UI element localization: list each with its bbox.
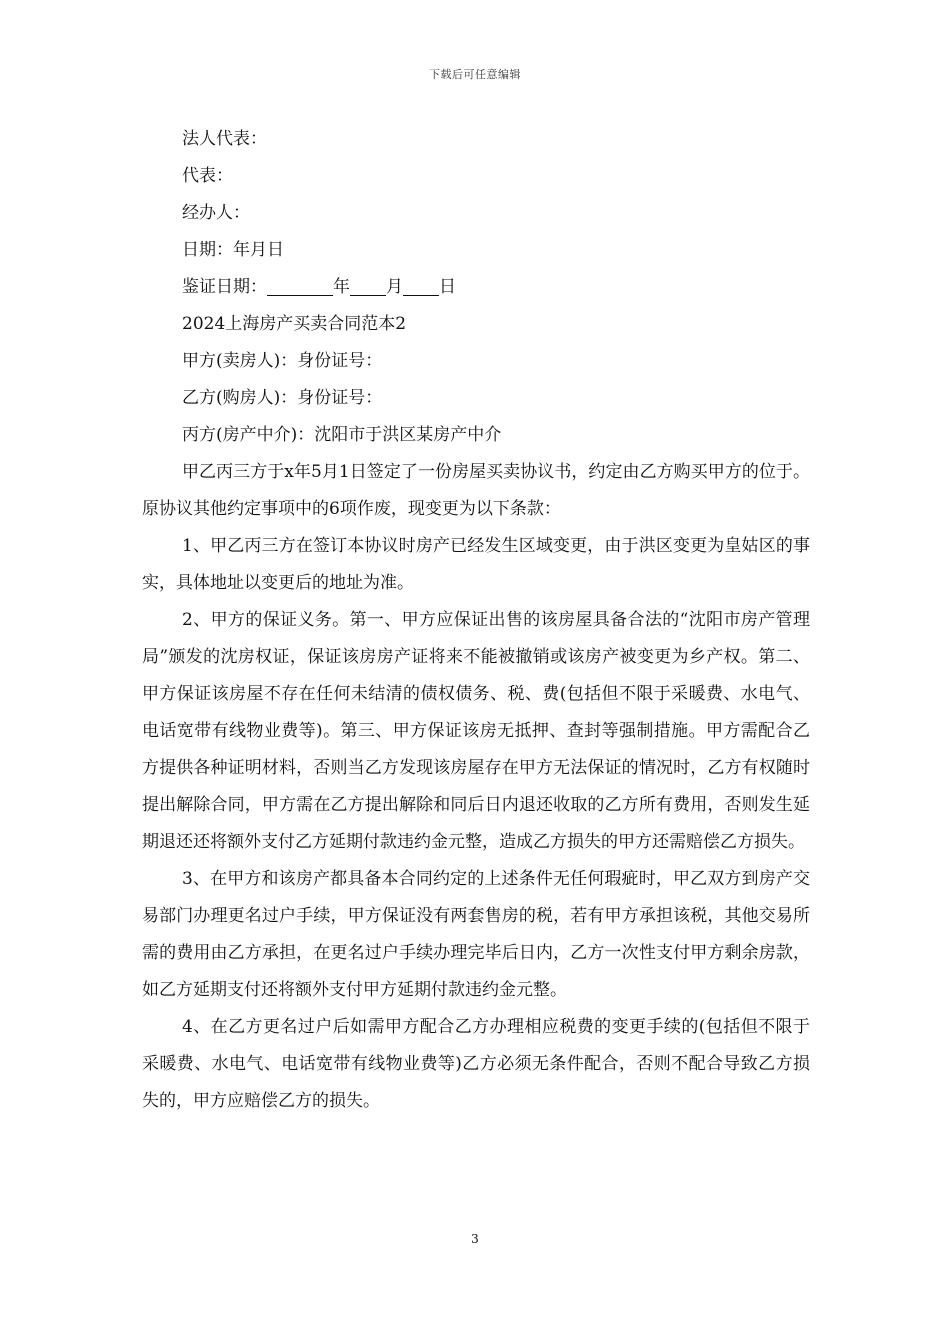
verify-day-label: 日	[439, 277, 456, 297]
verify-date-line	[142, 269, 810, 306]
party-a-line: 甲方(卖房人)：身份证号：	[182, 351, 383, 371]
date-line: 日期：年月日	[182, 240, 284, 260]
verify-month-label: 月	[386, 277, 403, 297]
year-blank	[267, 275, 333, 296]
paragraph-intro: 甲乙丙三方于x年5月1日签定了一份房屋买卖协议书，约定由乙方购买甲方的位于。原协议其他约定事项中的6项作废，现变更为以下条款：	[142, 462, 810, 519]
page-header: 下载后可任意编辑	[429, 68, 521, 81]
verify-year-label: 年	[333, 277, 350, 297]
contract-title: 2024上海房产买卖合同范本2	[182, 314, 407, 334]
verify-date-label: 鉴证日期：	[182, 277, 267, 297]
party-b-line: 乙方(购房人)：身份证号：	[182, 388, 383, 408]
paragraph-clause-2: 2、甲方的保证义务。第一、甲方应保证出售的该房屋具备合法的“沈阳市房产管理局”颁发的沈房权证，保证该房房产证将来不能被撤销或该房产被变更为乡产权。第二、甲方保证该房屋不存在任何未结清的债权债务、税、费(包括但不限于采暖费、水电气、电话宽带有线物业费等)。第三、甲方保证该房无抵押、查封等强制措施。甲方需配合乙方提供各种证明材料，否则当乙方发现该房屋存在甲方无法保证的情况时，乙方有权随时提出解除合同，甲方需在乙方提出解除和同后日内退还收取的乙方所有费用，否则发生延期退还还将额外支付乙方延期付款违约金元整，造成乙方损失的甲方还需赔偿乙方损失。	[142, 610, 810, 852]
rep-line: 代表：	[182, 166, 233, 186]
page-number: 3	[471, 1232, 479, 1246]
party-c-line: 丙方(房产中介)：沈阳市于洪区某房产中介	[182, 425, 502, 445]
document-body	[142, 121, 810, 1120]
day-blank	[403, 275, 439, 296]
paragraph-clause-1: 1、甲乙丙三方在签订本协议时房产已经发生区域变更，由于洪区变更为皇姑区的事实，具体地址以变更后的地址为准。	[142, 536, 810, 593]
paragraph-clause-3: 3、在甲方和该房产都具备本合同约定的上述条件无任何瑕疵时，甲乙双方到房产交易部门办理更名过户手续，甲方保证没有两套售房的税，若有甲方承担该税，其他交易所需的费用由乙方承担，在更名过户手续办理完毕后日内，乙方一次性支付甲方剩余房款，如乙方延期支付还将额外支付甲方延期付款违约金元整。	[142, 869, 810, 1000]
month-blank	[350, 275, 386, 296]
handler-line: 经办人：	[182, 203, 250, 223]
paragraph-clause-4: 4、在乙方更名过户后如需甲方配合乙方办理相应税费的变更手续的(包括但不限于采暖费、水电气、电话宽带有线物业费等)乙方必须无条件配合，否则不配合导致乙方损失的，甲方应赔偿乙方的损失。	[142, 1017, 810, 1111]
legal-rep-line: 法人代表：	[182, 129, 267, 149]
